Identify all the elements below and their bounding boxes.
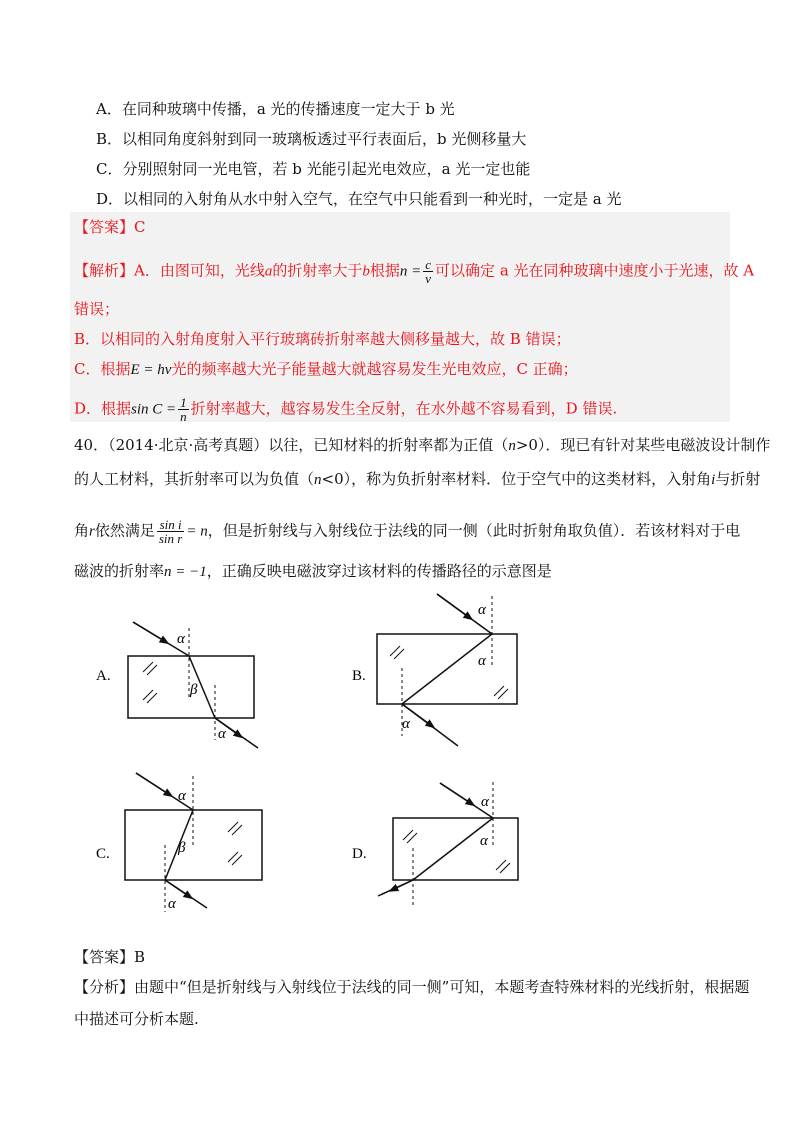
figure-d-refracted-ray bbox=[413, 818, 493, 880]
analysis-line-2: 错误； bbox=[74, 300, 120, 318]
q40-stem-line-4: 磁波的折射率n = −1，正确反映电磁波穿过该材料的传播路径的示意图是 bbox=[74, 562, 552, 580]
figure-b-label: B. bbox=[352, 668, 366, 684]
figure-b-alpha-inside: α bbox=[478, 653, 486, 669]
figure-a-alpha-top: α bbox=[177, 631, 185, 647]
q40-analysis-line-1: 【分析】由题中“但是折射线与入射线位于法线的同一侧”可知，本题考查特殊材料的光线折射，根据题 bbox=[74, 978, 750, 996]
q40-stem-line-2: 的人工材料，其折射率可以为负值（n<0），称为负折射率材料．位于空气中的这类材料，入射角i与折射 bbox=[74, 470, 761, 488]
q40-answer-line bbox=[74, 946, 145, 968]
formula-c-over-v: $\frac{c}{v}$ bbox=[425, 257, 432, 286]
figure-b bbox=[352, 594, 517, 746]
q40-answer-value: B bbox=[134, 948, 146, 966]
q40-answer-label: 【答案】 bbox=[74, 948, 135, 966]
formula-sini-over-sinr: $\frac{\text{sin i}}{\text{sin r}}$ bbox=[158, 517, 183, 546]
option-a: A．在同种玻璃中传播，a 光的传播速度一定大于 b 光 bbox=[96, 100, 455, 118]
figure-d-alpha-top: α bbox=[481, 794, 489, 810]
formula-1-over-n: $\frac{1}{n}$ bbox=[180, 395, 187, 424]
analysis-label: 【解析】 bbox=[74, 261, 135, 280]
analysis-line-4: C．根据E = hν光的频率越大光子能量越大就越容易发生光电效应，C 正确； bbox=[74, 360, 578, 378]
figure-c-alpha-bottom: α bbox=[168, 896, 176, 912]
answer-label: 【答案】 bbox=[74, 218, 135, 236]
figure-a-label: A. bbox=[96, 668, 111, 684]
figure-a-alpha-bottom: α bbox=[218, 726, 226, 742]
figure-d-label: D. bbox=[352, 846, 367, 862]
analysis-line-1: 【解析】A．由图可知，光线a的折射率大于b根据n = $\frac{c}{v}$ 可以确定 a 光在同种玻璃中速度小于光速，故 A bbox=[74, 257, 755, 286]
option-c: C．分别照射同一光电管，若 b 光能引起光电效应，a 光一定也能 bbox=[96, 160, 531, 178]
q40-analysis-label: 【分析】 bbox=[74, 978, 135, 996]
option-d: D．以相同的入射角从水中射入空气，在空气中只能看到一种光时，一定是 a 光 bbox=[96, 190, 622, 208]
q40-analysis-line-2: 中描述可分析本题. bbox=[74, 1010, 199, 1028]
option-b: B．以相同角度斜射到同一玻璃板透过平行表面后，b 光侧移量大 bbox=[96, 130, 527, 148]
figure-b-refracted-ray bbox=[402, 634, 492, 704]
figure-d-slab bbox=[393, 818, 518, 880]
figure-a bbox=[96, 622, 258, 748]
figure-b-alpha-bottom: α bbox=[402, 716, 410, 732]
figure-c-beta: β bbox=[178, 840, 186, 856]
figure-b-alpha-top: α bbox=[478, 602, 486, 618]
figure-a-beta: β bbox=[190, 682, 198, 698]
answer-value: C bbox=[134, 218, 146, 236]
figure-c-alpha-top: α bbox=[178, 788, 186, 804]
q40-stem-line-3: 角r依然满足 $\frac{\text{sin i}}{\text{sin r}}$ = n，但是折射线与入射线位于法线的同一侧（此时折射角取负值）．若该材料对于电 bbox=[74, 517, 741, 546]
analysis-line-3: B．以相同的入射角度射入平行玻璃砖折射率越大侧移量越大，故 B 错误； bbox=[74, 330, 571, 348]
figure-c-label: C. bbox=[96, 846, 110, 862]
figure-d bbox=[352, 782, 518, 908]
analysis-line-5: D．根据sin C = $\frac{1}{n}$ 折射率越大，越容易发生全反射，在水外越不容易看到，D 错误. bbox=[74, 395, 618, 424]
q40-stem-line-1: 40．（2014·北京·高考真题）以往，已知材料的折射率都为正值（n>0）．现已有针对某些电磁波设计制作 bbox=[74, 436, 771, 454]
figure-c bbox=[96, 773, 262, 912]
formula-e-hv: E = hν bbox=[130, 362, 172, 378]
figure-d-alpha-inside: α bbox=[480, 833, 488, 849]
